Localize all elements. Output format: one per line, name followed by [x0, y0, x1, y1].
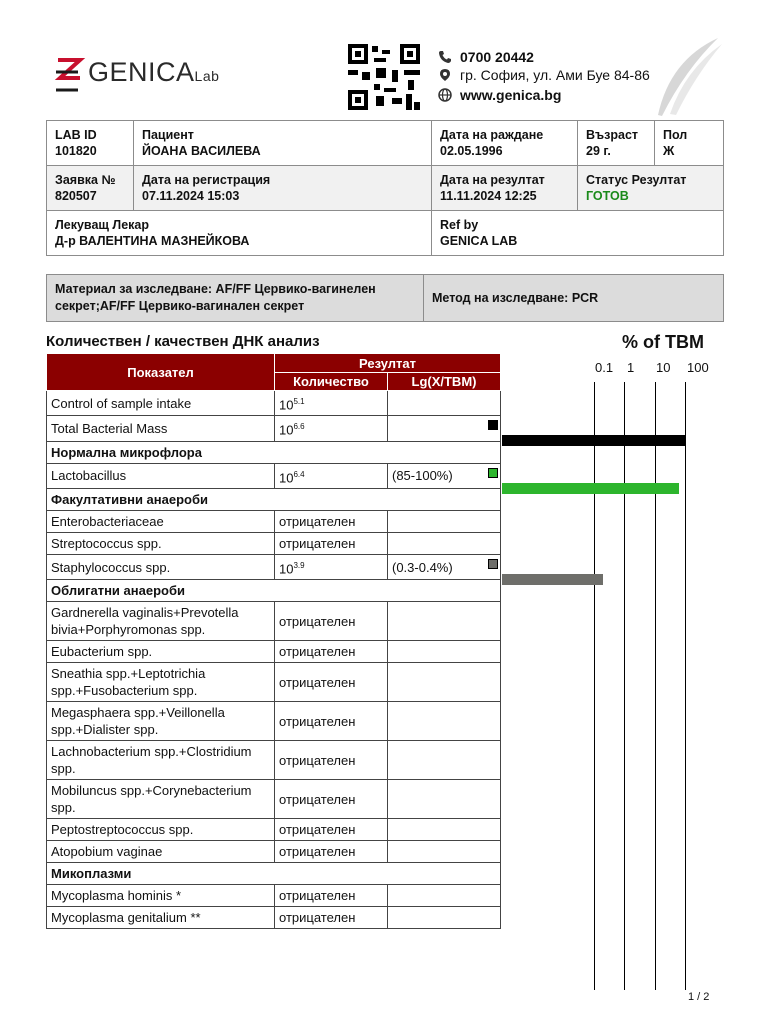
tick-label-10: 10	[656, 360, 671, 375]
table-row	[47, 741, 501, 780]
indicator-name: Sneathia spp.+Leptotrichia spp.+Fusobacterium spp.	[47, 663, 275, 702]
quantity-value: отрицателен	[275, 641, 388, 663]
quantity-value: $10^{5.1}$	[275, 391, 388, 416]
table-row	[47, 663, 501, 702]
result-status-cell: Статус Резултат ГОТОВ	[578, 166, 724, 211]
quantity-value: отрицателен	[275, 819, 388, 841]
group-header-row	[47, 580, 501, 602]
tick-label-1: 1	[627, 360, 635, 375]
table-row	[47, 554, 501, 579]
registration-date-cell: Дата на регистрация 07.11.2024 15:03	[134, 166, 432, 211]
gridline-0.1	[594, 382, 595, 990]
quantity-value: отрицателен	[275, 532, 388, 554]
indicator-name: Control of sample intake	[47, 391, 275, 416]
gridline-1	[624, 382, 625, 990]
lg-value	[388, 416, 501, 441]
patient-cell: Пациент ЙОАНА ВАСИЛЕВА	[134, 121, 432, 166]
table-row	[47, 391, 501, 416]
location-pin-icon	[438, 68, 452, 82]
indicator-name: Gardnerella vaginalis+Prevotella bivia+Porphyromonas spp.	[47, 602, 275, 641]
group-label: Микоплазми	[47, 863, 501, 885]
lg-value	[388, 780, 501, 819]
header-indicator: Показател	[47, 354, 275, 391]
brand-name: GENICALab	[88, 57, 220, 87]
lab-id-cell: LAB ID 101820	[47, 121, 134, 166]
ref-by-cell: Ref by GENICA LAB	[432, 211, 724, 256]
patient-info-table	[46, 120, 724, 256]
lg-value	[388, 641, 501, 663]
lg-value	[388, 532, 501, 554]
phone-number: 0700 20442	[460, 49, 534, 65]
lg-value	[388, 510, 501, 532]
indicator-name: Megasphaera spp.+Veillonella spp.+Dialister spp.	[47, 702, 275, 741]
bar-total-bacterial-mass	[502, 435, 685, 446]
contact-phone	[438, 49, 534, 65]
quantity-value: $10^{3.9}$	[275, 554, 388, 579]
table-row	[47, 510, 501, 532]
indicator-name: Streptococcus spp.	[47, 532, 275, 554]
phone-icon	[438, 50, 452, 64]
table-row	[47, 602, 501, 641]
lg-value	[388, 602, 501, 641]
quantity-value: $10^{6.6}$	[275, 416, 388, 441]
tick-label-0.1: 0.1	[595, 360, 614, 375]
sex-cell: Пол Ж	[655, 121, 724, 166]
contact-web	[438, 87, 561, 103]
group-header-row	[47, 863, 501, 885]
status-badge: ГОТОВ	[586, 189, 629, 203]
quantity-value: отрицателен	[275, 602, 388, 641]
table-row	[47, 463, 501, 488]
header-lg: Lg(X/TBM)	[388, 373, 501, 391]
table-row	[47, 841, 501, 863]
table-row	[47, 780, 501, 819]
indicator-name: Eubacterium spp.	[47, 641, 275, 663]
page-number: 1 / 2	[688, 991, 710, 1003]
address-text: гр. София, ул. Ами Буе 84-86	[460, 67, 650, 83]
header-result: Резултат	[275, 354, 501, 373]
lg-value	[388, 391, 501, 416]
contact-address	[438, 67, 650, 83]
lg-value	[388, 663, 501, 702]
group-label: Облигатни анаероби	[47, 580, 501, 602]
lg-value	[388, 885, 501, 907]
quantity-value: отрицателен	[275, 741, 388, 780]
legend-marker	[488, 420, 498, 430]
table-row	[47, 641, 501, 663]
indicator-name: Lachnobacterium spp.+Clostridium spp.	[47, 741, 275, 780]
table-row	[47, 885, 501, 907]
legend-marker	[488, 468, 498, 478]
order-cell: Заявка № 820507	[47, 166, 134, 211]
lg-value	[388, 741, 501, 780]
lg-value: (0.3-0.4%)	[388, 554, 501, 579]
lg-value	[388, 819, 501, 841]
section-title: Количествен / качествен ДНК анализ	[46, 333, 320, 350]
table-row	[47, 907, 501, 929]
indicator-name: Total Bacterial Mass	[47, 416, 275, 441]
indicator-name: Mycoplasma genitalium **	[47, 907, 275, 929]
quantity-value: отрицателен	[275, 663, 388, 702]
lg-value	[388, 841, 501, 863]
lg-value	[388, 907, 501, 929]
material-cell: Материал за изследване: AF/FF Цервико-вагинелен секрет;AF/FF Цервико-вагинален секрет	[47, 275, 424, 322]
group-header-row	[47, 441, 501, 463]
table-row	[47, 532, 501, 554]
globe-icon	[438, 88, 452, 102]
website-link[interactable]: www.genica.bg	[460, 87, 562, 103]
quantity-value: отрицателен	[275, 885, 388, 907]
quantity-value: отрицателен	[275, 841, 388, 863]
quantity-value: отрицателен	[275, 780, 388, 819]
quantity-value: отрицателен	[275, 702, 388, 741]
tbm-chart-title: % of TBM	[622, 332, 704, 352]
group-header-row	[47, 488, 501, 510]
bar-lactobacillus	[502, 483, 679, 494]
doctor-cell: Лекуващ Лекар Д-р ВАЛЕНТИНА МАЗНЕЙКОВА	[47, 211, 432, 256]
quantity-value: отрицателен	[275, 907, 388, 929]
gridline-100	[685, 382, 686, 990]
table-row	[47, 416, 501, 441]
method-table	[46, 274, 724, 322]
legend-marker	[488, 559, 498, 569]
quantity-value: отрицателен	[275, 510, 388, 532]
group-label: Нормална микрофлора	[47, 441, 501, 463]
header-quantity: Количество	[275, 373, 388, 391]
table-row	[47, 702, 501, 741]
result-date-cell: Дата на резултат 11.11.2024 12:25	[432, 166, 578, 211]
genica-logo-icon	[52, 56, 86, 94]
age-cell: Възраст 29 г.	[578, 121, 655, 166]
indicator-name: Mycoplasma hominis *	[47, 885, 275, 907]
indicator-name: Mobiluncus spp.+Corynebacterium spp.	[47, 780, 275, 819]
indicator-name: Peptostreptococcus spp.	[47, 819, 275, 841]
indicator-name: Lactobacillus	[47, 463, 275, 488]
indicator-name: Enterobacteriaceae	[47, 510, 275, 532]
method-cell: Метод на изследване: PCR	[424, 275, 724, 322]
decorative-swoosh-icon	[650, 30, 730, 120]
indicator-name: Atopobium vaginae	[47, 841, 275, 863]
gridline-10	[655, 382, 656, 990]
results-table	[46, 353, 501, 929]
quantity-value: $10^{6.4}$	[275, 463, 388, 488]
bar-staphylococcus-spp-	[502, 574, 603, 585]
qr-code-icon	[348, 44, 420, 110]
lg-value	[388, 702, 501, 741]
lg-value: (85-100%)	[388, 463, 501, 488]
indicator-name: Staphylococcus spp.	[47, 554, 275, 579]
table-row	[47, 819, 501, 841]
group-label: Факултативни анаероби	[47, 488, 501, 510]
dob-cell: Дата на раждане 02.05.1996	[432, 121, 578, 166]
tick-label-100: 100	[687, 360, 709, 375]
